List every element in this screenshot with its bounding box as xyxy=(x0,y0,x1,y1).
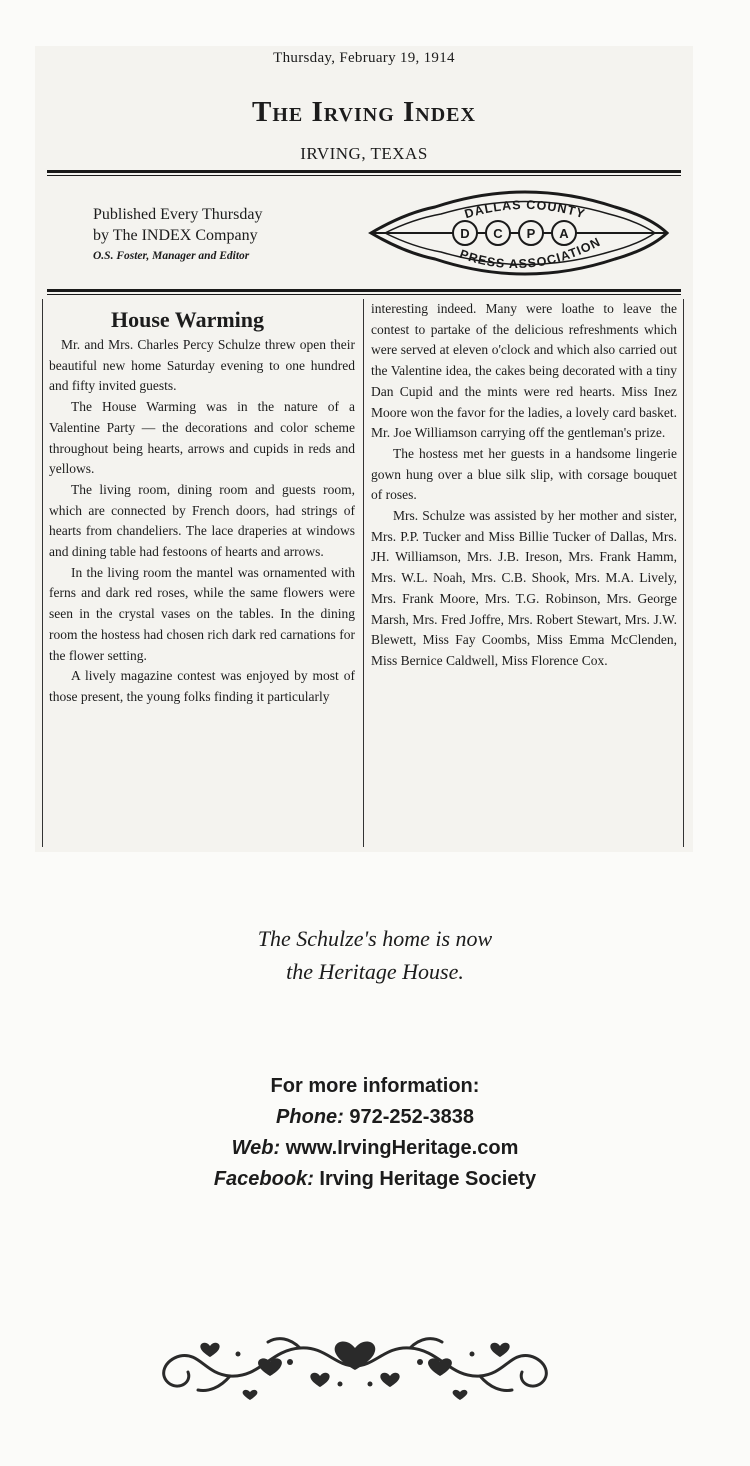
masthead-rule-top xyxy=(47,170,681,173)
web-label: Web: xyxy=(231,1137,281,1159)
phone-number: 972-252-3838 xyxy=(349,1106,474,1128)
info-heading: For more information: xyxy=(270,1075,480,1097)
article-paragraph: The House Warming was in the nature of a Valentine Party — the decorations and color scheme throughout being hearts, arrows and cupids in reds and yellows. xyxy=(49,399,355,477)
article-headline: House Warming xyxy=(111,307,265,332)
published-line-1: Published Every Thursday xyxy=(93,206,263,223)
article-rule-top xyxy=(47,289,681,292)
article-paragraph: The hostess met her guests in a handsome lingerie gown hung over a blue silk slip, with corsage bouquet of roses. xyxy=(371,445,677,503)
seal-letter-p: P xyxy=(526,226,536,241)
city-line: IRVING, TEXAS xyxy=(300,144,428,163)
newspaper-clipping xyxy=(35,46,693,852)
web-url: www.IrvingHeritage.com xyxy=(285,1137,519,1159)
article-paragraph: Mrs. Schulze was assisted by her mother and sister, Mrs. P.P. Tucker and Miss Billie Tucker of Dallas, Mrs. JH. Williamson, Mrs. J.B. Ireson, Mrs. Frank Hamm, Mrs. W.L. Noah, Mrs. C.B. Shook, Mrs. M.A. Lively, Mrs. Frank Moore, Mrs. T.G. Robinson, Mrs. George Marsh, Mrs. Fred Joffre, Mrs. Robert Stewart, Mrs. J.W. Blewett, Miss Fay Coombs, Miss Emma McClenden, Miss Bernice Caldwell, Miss Florence Cox. xyxy=(371,508,677,668)
publisher-block xyxy=(93,204,262,267)
seal-letter-c: C xyxy=(493,226,503,241)
published-line-2: by The INDEX Company xyxy=(93,227,258,244)
masthead-rule-thin xyxy=(47,175,681,176)
dateline: Thursday, February 19, 1914 xyxy=(273,50,455,66)
caption-line-2: the Heritage House. xyxy=(286,959,464,984)
contact-info xyxy=(0,1071,750,1195)
heart-scroll-ornament-icon xyxy=(150,1318,560,1408)
article-rule-thin xyxy=(47,294,681,295)
article-column-2 xyxy=(371,299,677,672)
phone-line xyxy=(0,1102,750,1133)
caption-line-1: The Schulze's home is now xyxy=(257,926,493,951)
article-paragraph: interesting indeed. Many were loathe to leave the contest to partake of the delicious refreshments which were served at eleven o'clock and which also carried out the Valentine idea, the cakes being decorated with a tiny Dan Cupid and the mints were red hearts. Miss Inez Moore won the favor for the ladies, a lovely card basket. Mr. Joe Williamson carrying off the gentleman's prize. xyxy=(371,301,677,441)
facebook-line xyxy=(0,1164,750,1195)
article-paragraph: The living room, dining room and guests room, which are connected by French doors, had strings of hearts from chandeliers. The lace draperies at windows and dining table had festoons of hearts and arrows. xyxy=(49,481,355,560)
article-column-1 xyxy=(49,335,355,708)
column-divider xyxy=(363,299,364,847)
web-line xyxy=(0,1133,750,1164)
seal-bottom-text: PRESS ASSOCIATION xyxy=(457,234,604,272)
press-association-seal xyxy=(365,179,675,287)
seal-letter-d: D xyxy=(460,226,470,241)
article-paragraph: In the living room the mantel was ornamented with ferns and dark red roses, while the same flowers were seen in the crystal vases on the tables. In the dining room the hostess had chosen rich dark red carnations for the flower setting. xyxy=(49,564,355,663)
article-paragraph: Mr. and Mrs. Charles Percy Schulze threw open their beautiful new home Saturday evening to one hundred and fifty invited guests. xyxy=(49,337,355,394)
caption xyxy=(0,922,750,988)
article xyxy=(42,299,684,847)
facebook-label: Facebook: xyxy=(213,1168,314,1190)
phone-label: Phone: xyxy=(276,1106,344,1128)
editor-line: O.S. Foster, Manager and Editor xyxy=(93,250,250,262)
masthead: The Irving Index xyxy=(252,96,476,128)
seal-top-text: DALLAS COUNTY xyxy=(462,197,588,222)
seal-letter-a: A xyxy=(559,226,569,241)
facebook-name: Irving Heritage Society xyxy=(319,1168,537,1190)
article-paragraph: A lively magazine contest was enjoyed by most of those present, the young folks finding it particularly xyxy=(49,668,355,704)
